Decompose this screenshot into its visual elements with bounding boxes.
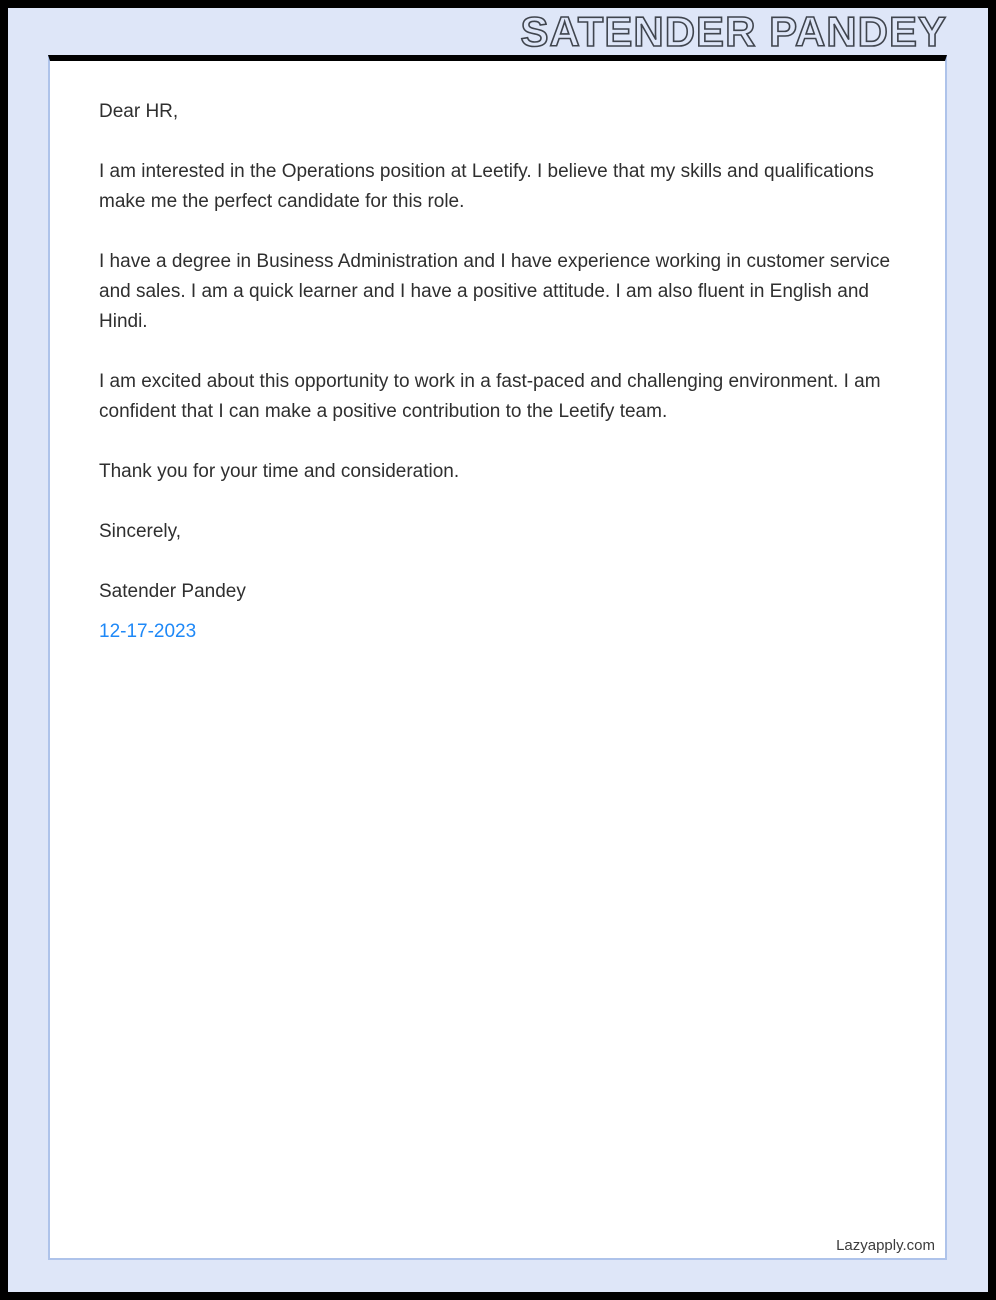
signature-name: Satender Pandey xyxy=(99,581,246,602)
letter-paragraph: I am interested in the Operations position at Leetify. I believe that my skills and qualifications make me the perfect candidate for this role. xyxy=(99,161,874,212)
branding-watermark: Lazyapply.com xyxy=(836,1237,935,1254)
letter-paragraph: Thank you for your time and consideration. xyxy=(99,461,460,482)
closing: Sincerely, xyxy=(99,521,182,542)
letter-paragraph: I have a degree in Business Administration and I have experience working in customer service and sales. I am a quick learner and I have a positive attitude. I am also fluent in English and Hindi. xyxy=(99,251,891,332)
letter-page xyxy=(48,55,947,1260)
letterhead-name: SATENDER PANDEY xyxy=(520,8,947,55)
letter-paragraph: I am excited about this opportunity to work in a fast-paced and challenging environment. I am confident that I can make a positive contribution to the Leetify team. xyxy=(99,371,881,422)
document-background xyxy=(8,8,988,1292)
letter-date-link[interactable]: 12-17-2023 xyxy=(99,621,197,642)
letterhead xyxy=(8,8,947,55)
letter-body xyxy=(50,61,945,647)
salutation: Dear HR, xyxy=(99,101,179,122)
